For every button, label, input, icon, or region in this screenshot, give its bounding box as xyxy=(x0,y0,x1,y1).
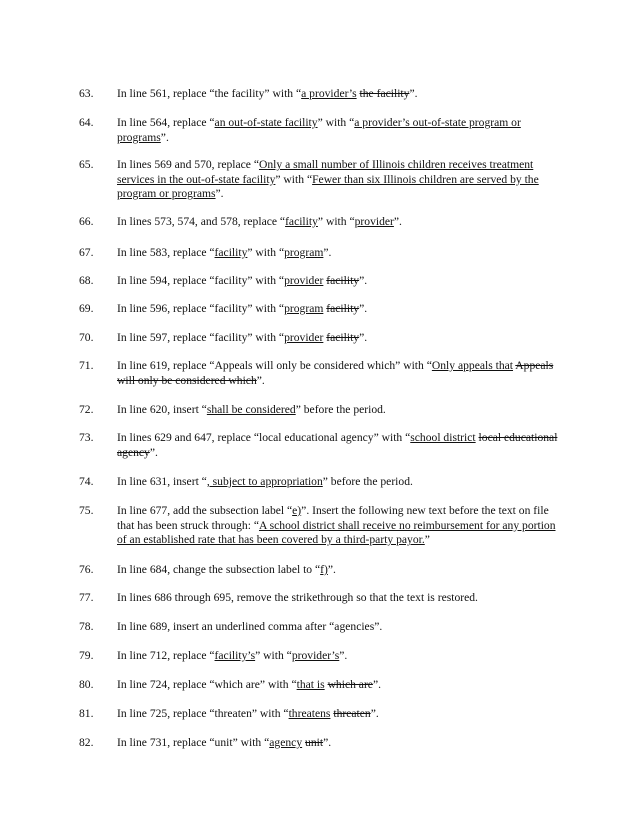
underlined-text: school district xyxy=(410,431,476,444)
item-number: 66. xyxy=(79,215,94,228)
text-run: ”. xyxy=(149,445,158,459)
underlined-text: a provider’s out-of-state program or programs xyxy=(117,116,521,144)
item-number: 68. xyxy=(79,274,94,287)
text-run: In lines 629 and 647, replace “local educational agency” with “ xyxy=(117,431,411,444)
text-run: ”. xyxy=(370,707,379,720)
text-run: ”. xyxy=(359,274,368,287)
text-run: In line 712, replace “ xyxy=(117,649,215,662)
underlined-text: shall be considered xyxy=(206,403,296,416)
item-number: 76. xyxy=(79,563,94,576)
text-run: ” with “ xyxy=(317,116,355,129)
text-run: In line 596, replace “facility” with “ xyxy=(117,302,285,315)
item-text xyxy=(117,563,562,578)
item-text xyxy=(117,707,562,722)
underlined-text: e) xyxy=(292,504,302,517)
item-text xyxy=(117,331,562,346)
text-run: In line 684, change the subsection label to “ xyxy=(117,563,321,576)
underlined-text: provider xyxy=(354,215,394,228)
struck-text: Appeals will only be considered which xyxy=(117,359,554,387)
text-run: ” xyxy=(424,533,430,547)
item-text xyxy=(117,87,562,102)
underlined-text: , subject to appropriation xyxy=(206,475,323,488)
underlined-text: facility xyxy=(214,246,248,259)
underlined-text: Only a small number of Illinois children receives treatment services in the out-of-state facility xyxy=(117,158,534,186)
underlined-text: Only appeals that xyxy=(431,359,514,372)
text-run: ”. Insert the following new text before the text on file that has been struck through: “ xyxy=(117,504,549,532)
item-text xyxy=(117,116,562,145)
text-run: ”. xyxy=(409,87,418,100)
item-text xyxy=(117,246,562,261)
text-run: ” with “ xyxy=(255,649,292,662)
item-text xyxy=(117,302,562,317)
item-number: 78. xyxy=(79,620,94,633)
underlined-text: program xyxy=(284,302,324,315)
item-text xyxy=(117,736,562,751)
item-number: 70. xyxy=(79,331,94,344)
text-run: ”. xyxy=(393,215,402,228)
struck-text: facility xyxy=(326,331,360,344)
text-run: ”. xyxy=(256,373,265,387)
item-number: 73. xyxy=(79,431,94,444)
item-number: 79. xyxy=(79,649,94,662)
text-run: ” with “ xyxy=(317,215,355,228)
text-run: ” before the period. xyxy=(322,475,413,488)
struck-text: facility xyxy=(326,274,360,287)
item-text xyxy=(117,591,562,606)
text-run: ” with “ xyxy=(247,246,285,259)
text-run: In line 677, add the subsection label “ xyxy=(117,504,293,517)
item-number: 81. xyxy=(79,707,94,720)
item-text xyxy=(117,215,562,230)
text-run: In line 724, replace “which are” with “ xyxy=(117,678,297,691)
item-text xyxy=(117,158,562,202)
item-number: 71. xyxy=(79,359,94,372)
underlined-text: f) xyxy=(320,563,328,576)
text-run: ” with “ xyxy=(275,172,313,186)
item-number: 77. xyxy=(79,591,94,604)
item-number: 67. xyxy=(79,246,94,259)
item-number: 63. xyxy=(79,87,94,100)
underlined-text: program xyxy=(284,246,324,259)
item-text xyxy=(117,359,562,388)
struck-text: local educational agency xyxy=(117,431,558,459)
item-text xyxy=(117,403,562,418)
item-text xyxy=(117,678,562,693)
text-run: In line 564, replace “ xyxy=(117,116,215,129)
underlined-text: provider xyxy=(284,331,324,344)
item-text xyxy=(117,620,562,635)
text-run: ”. xyxy=(215,187,224,201)
text-run: ”. xyxy=(323,736,332,749)
underlined-text: agency xyxy=(269,736,303,749)
text-run: In line 597, replace “facility” with “ xyxy=(117,331,285,344)
text-run: ”. xyxy=(359,302,368,315)
struck-text: which are xyxy=(327,678,373,691)
text-run: In lines 569 and 570, replace “ xyxy=(117,158,259,171)
text-run: In line 583, replace “ xyxy=(117,246,215,259)
text-run: In lines 686 through 695, remove the strikethrough so that the text is restored. xyxy=(117,591,478,604)
text-run: In line 631, insert “ xyxy=(117,475,207,488)
item-text xyxy=(117,504,562,548)
item-number: 64. xyxy=(79,116,94,129)
item-text xyxy=(117,274,562,289)
item-number: 82. xyxy=(79,736,94,749)
text-run: ”. xyxy=(372,678,381,691)
underlined-text: a provider’s xyxy=(301,87,357,100)
text-run: ”. xyxy=(327,563,336,576)
struck-text: threaten xyxy=(333,707,371,720)
text-run: ”. xyxy=(160,130,169,144)
text-run: In line 725, replace “threaten” with “ xyxy=(117,707,289,720)
text-run: In line 594, replace “facility” with “ xyxy=(117,274,285,287)
item-text xyxy=(117,475,562,490)
underlined-text: threatens xyxy=(288,707,331,720)
struck-text: the facility xyxy=(359,87,410,100)
text-run: ”. xyxy=(359,331,368,344)
underlined-text: A school district shall receive no reimbursement for any portion of an established rate that has been covered by a third-party payor. xyxy=(117,518,556,547)
text-run: In line 620, insert “ xyxy=(117,403,207,416)
text-run: In line 619, replace “Appeals will only be considered which” with “ xyxy=(117,359,432,372)
item-text xyxy=(117,649,562,664)
item-number: 80. xyxy=(79,678,94,691)
underlined-text: facility’s xyxy=(214,649,256,662)
item-number: 74. xyxy=(79,475,94,488)
underlined-text: that is xyxy=(296,678,325,691)
struck-text: unit xyxy=(305,736,324,749)
text-run: In line 731, replace “unit” with “ xyxy=(117,736,270,749)
underlined-text: provider’s xyxy=(291,649,340,662)
text-run: ” before the period. xyxy=(295,403,386,416)
text-run: In line 689, insert an underlined comma after “agencies”. xyxy=(117,620,383,633)
item-number: 72. xyxy=(79,403,94,416)
underlined-text: facility xyxy=(285,215,318,228)
text-run: ”. xyxy=(323,246,332,259)
struck-text: facility xyxy=(326,302,360,315)
item-text xyxy=(117,431,562,460)
item-number: 65. xyxy=(79,158,94,171)
text-run: In lines 573, 574, and 578, replace “ xyxy=(117,215,286,228)
item-number: 75. xyxy=(79,504,94,517)
underlined-text: provider xyxy=(284,274,324,287)
item-number: 69. xyxy=(79,302,94,315)
text-run: ”. xyxy=(339,649,348,662)
underlined-text: Fewer than six Illinois children are served by the program or programs xyxy=(117,172,539,201)
text-run: In line 561, replace “the facility” with “ xyxy=(117,87,302,100)
underlined-text: an out-of-state facility xyxy=(214,116,318,129)
